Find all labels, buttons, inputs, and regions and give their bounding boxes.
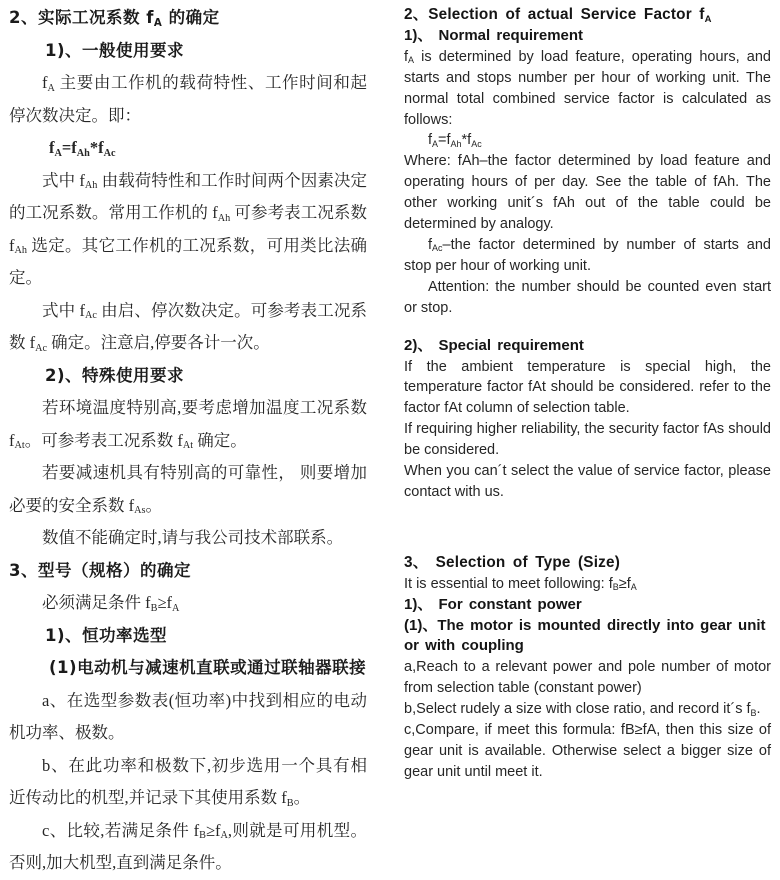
cn-section2-heading: 2、实际工况系数 $f_A$ 的确定 (9, 8, 220, 29)
cn-step-b-para: b、在此功率和极数下,初步选用一个具有相近传动比的机型,并记录下其使用系数 $f_B$。 (9, 755, 367, 809)
en-fat-para: If the ambient temperature is special high, the temperature factor fAt should be considered. refer to the factor fAt column of selection table. (404, 358, 771, 417)
chinese-column (9, 2, 367, 880)
en-normal-requirement-heading: 1)、 Normal requirement (404, 26, 584, 44)
cn-normal-requirement-heading: 1)、一般使用要求 (45, 40, 185, 60)
en-constant-power-heading: 1)、 For constant power (404, 595, 582, 613)
cn-special-requirement-heading: 2)、特殊使用要求 (45, 365, 185, 385)
en-service-factor-formula: $f_A=f_{Ah}*f_{Ac}$ (428, 132, 482, 149)
cn-section3-heading: 3、型号（规格）的确定 (9, 560, 191, 580)
en-fas-para: If requiring higher reliability, the security factor fAs should be considered. (404, 421, 771, 459)
en-step-a-para: a,Reach to a relevant power and pole number of motor from selection table (constant power) (404, 659, 771, 697)
en-condition-para: It is essential to meet following: $f_B\ge f_A$ (404, 575, 637, 593)
cn-contact-para: 数值不能确定时,请与我公司技术部联系。 (42, 528, 344, 547)
cn-fac-para: 式中 $f_{Ac}$ 由启、停次数决定。可参考表工况系数 $f_{Ac}$ 确定。注意启,停要各计一次。 (9, 300, 368, 354)
cn-fat-para: 若环境温度特别高,要考虑增加温度工况系数 $f_{At}$。可参考表工况系数 $f_{At}$ 确定。 (9, 398, 367, 452)
cn-motor-coupling-heading: (1)电动机与减速机直联或通过联轴器联接 (49, 658, 367, 677)
cn-step-a-para: a、在选型参数表(恒功率)中找到相应的电动机功率、极数。 (9, 690, 367, 742)
english-column (404, 0, 771, 783)
cn-constant-power-heading: 1)、恒功率选型 (45, 625, 168, 645)
en-motor-coupling-heading: (1)、The motor is mounted directly into gear unit or with coupling (404, 616, 766, 655)
en-step-b-para: b,Select rudely a size with close ratio, and record it´s $f_B$. (404, 701, 761, 718)
cn-condition-para: 必须满足条件 $f_B\ge f_A$ (42, 593, 180, 614)
cn-service-factor-formula: $f_A=f_{Ah}*f_{Ac}$ (49, 138, 116, 159)
cn-fah-para: 式中 $f_{Ah}$ 由载荷特性和工作时间两个因素决定的工况系数。常用工作机的 $f_{Ah}$ 可参考表工况系数 $f_{Ah}$ 选定。其它工作机的工况系数，可用类比法确定。 (9, 170, 368, 287)
en-contact-para: When you can´t select the value of service factor, please contact with us. (404, 463, 771, 500)
cn-fa-definition-para: $f_A$ 主要由工作机的载荷特性、工作时间和起停次数决定。即： (9, 73, 367, 125)
en-section3-heading: 3、 Selection of Type (Size) (404, 553, 621, 571)
cn-step-c-para: c、比较,若满足条件 $f_B\ge f_A$,则就是可用机型。否则,加大机型,直到满足条件。 (9, 820, 368, 872)
en-section2-heading: 2、Selection of actual Service Factor $f_A$ (404, 6, 712, 25)
en-attention-para: Attention: the number should be counted even start or stop. (404, 278, 771, 316)
en-step-c-para: c,Compare, if meet this formula: fB≥fA, then this size of gear unit is available. Otherwise select a bigger size of gear unit until meet it. (404, 722, 771, 780)
en-fa-definition-para: $f_A$ is determined by load feature, operating hours, and starts and stops number per hour of working unit. The normal total combined service factor is calculated as follows: (404, 48, 771, 128)
en-fac-para: $f_{Ac}$–the factor determined by number of starts and stop per hour of working unit. (404, 236, 771, 274)
en-special-requirement-heading: 2)、 Special requirement (404, 336, 584, 354)
cn-fas-para: 若要减速机具有特别高的可靠性， 则要增加必要的安全系数 $f_{As}$。 (9, 463, 367, 517)
en-fah-para: Where: fAh–the factor determined by load feature and operating hours of per day. See the table of fAh. The other working unit´s fAh out of the table could be determined by analogy. (404, 153, 771, 233)
